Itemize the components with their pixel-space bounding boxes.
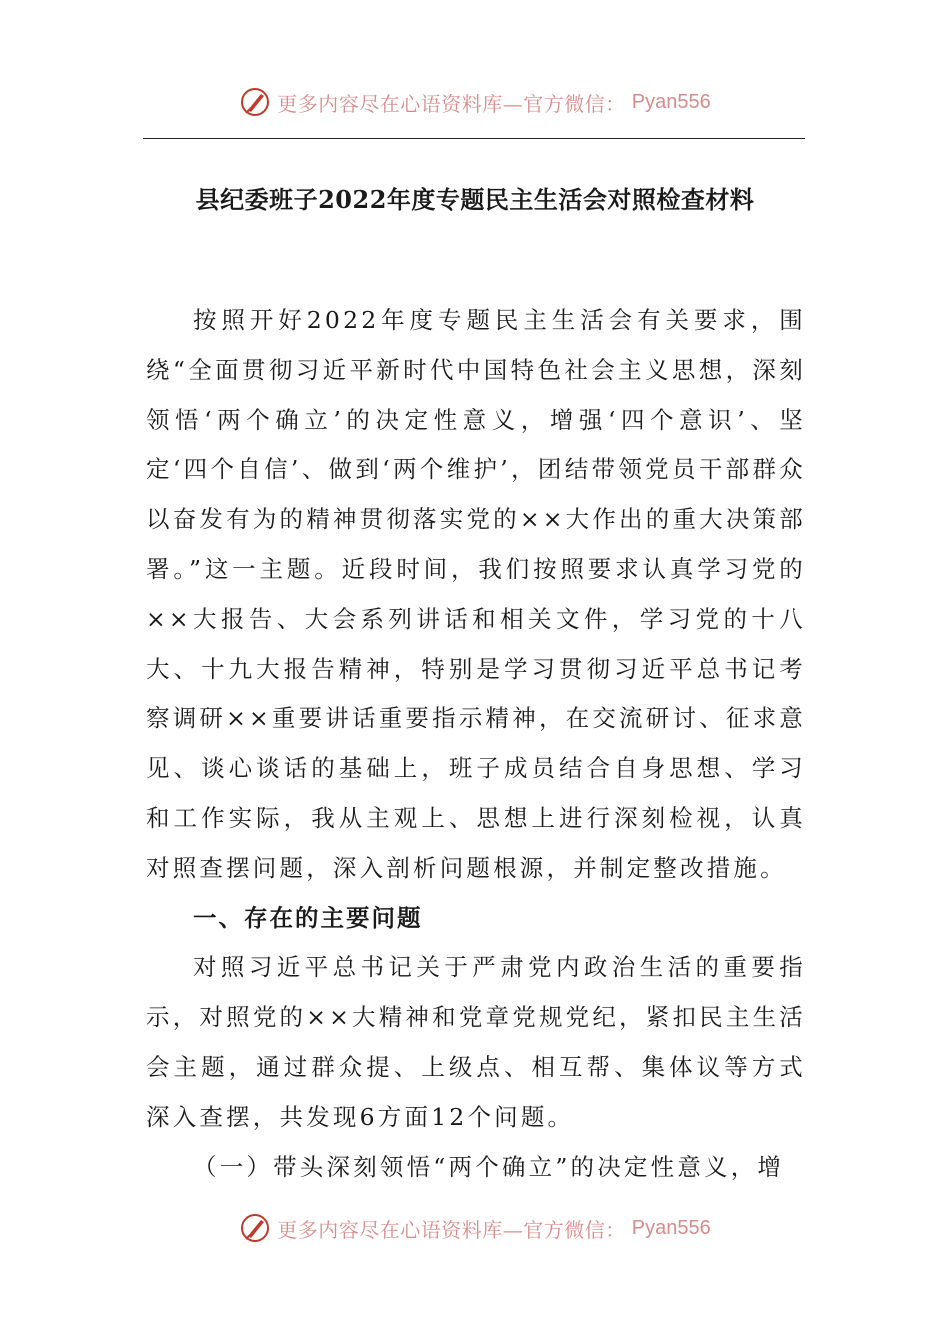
document-body bbox=[146, 296, 806, 1192]
header-watermark bbox=[0, 86, 950, 118]
section-paragraph: 对照习近平总书记关于严肃党内政治生活的重要指示，对照党的××大精神和党章党规党纪，紧扣民主生活会主题，通过群众提、上级点、相互帮、集体议等方式深入查摆，共发现6方面12个问题。 bbox=[146, 953, 806, 1131]
section-heading: 一、存在的主要问题 bbox=[193, 903, 423, 932]
watermark-text: 更多内容尽在心语资料库—官方微信： bbox=[277, 91, 626, 116]
intro-paragraph: 按照开好2022年度专题民主生活会有关要求，围绕“全面贯彻习近平新时代中国特色社会主义思想，深刻领悟‘两个确立’的决定性意义，增强‘四个意识’、坚定‘四个自信’、做到‘两个维护’，团结带领党员干部群众以奋发有为的精神贯彻落实党的××大作出的重大决策部署。”这一主题。近段时间，我们按照要求认真学习党的××大报告、大会系列讲话和相关文件，学习党的十八大、十九大报告精神，特别是学习贯彻习近平总书记考察调研××重要讲话重要指示精神，在交流研讨、征求意见、谈心谈话的基础上，班子成员结合自身思想、学习和工作实际，我从主观上、思想上进行深刻检视，认真对照查摆问题，深入剖析问题根源，并制定整改措施。 bbox=[146, 306, 806, 882]
quill-logo-icon bbox=[239, 1212, 271, 1244]
watermark-wechat-id: Pyan556 bbox=[631, 1216, 711, 1239]
watermark-text: 更多内容尽在心语资料库—官方微信： bbox=[277, 1217, 626, 1242]
subsection-heading: （一）带头深刻领悟“两个确立”的决定性意义，增 bbox=[193, 1152, 785, 1181]
header-divider bbox=[143, 138, 805, 139]
footer-watermark bbox=[0, 1212, 950, 1244]
quill-logo-icon bbox=[239, 86, 271, 118]
document-title: 县纪委班子2022年度专题民主生活会对照检查材料 bbox=[195, 185, 755, 214]
watermark-wechat-id: Pyan556 bbox=[631, 90, 711, 113]
